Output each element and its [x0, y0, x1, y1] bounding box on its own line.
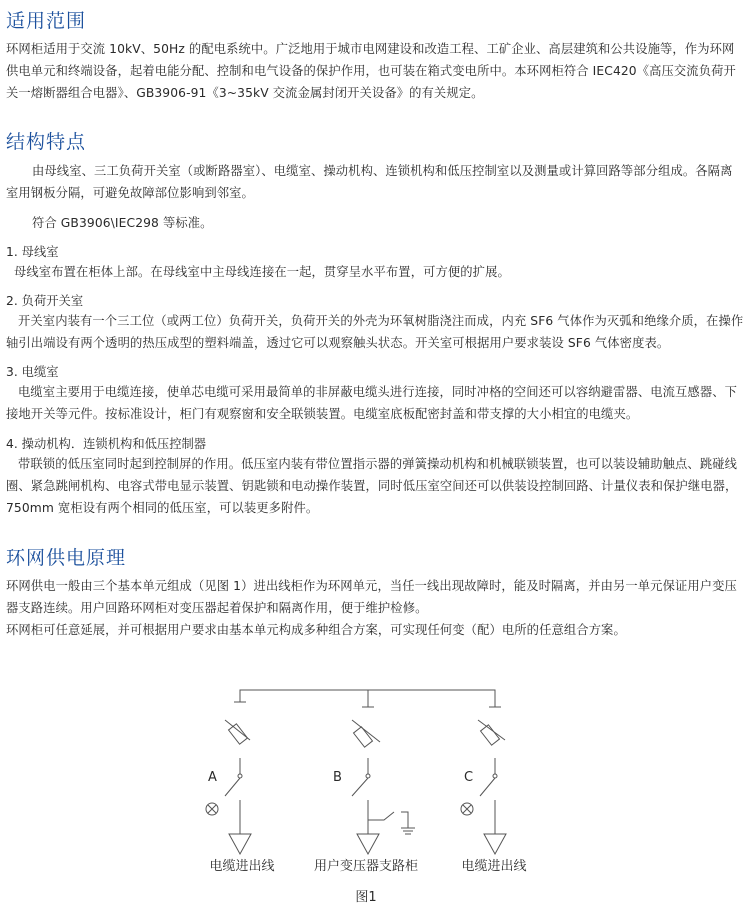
structure-intro: 由母线室、三工负荷开关室（或断路器室）、电缆室、操动机构、连锁机构和低压控制室以及测量或计算回路等部分组成。各隔离室用钢板分隔，可避免故障部位影响到邻室。 [6, 164, 733, 200]
unit-c-letter: C [464, 770, 474, 785]
item-heading-busbar: 1. 母线室 [6, 245, 59, 259]
unit-c-label: 电缆进出线 [461, 859, 527, 874]
unit-a-label: 电缆进出线 [209, 859, 275, 874]
structure-standard: 符合 GB3906\IEC298 等标准。 [32, 216, 213, 230]
principle-paragraph-1: 环网供电一般由三个基本单元组成（见图 1）进出线柜作为环网单元，当任一线出现故障时，能及时隔离，并由另一单元保证用户变压器支路连续。用户回路环网柜对变压器起着保护和隔离作用，便于维护检修。 [6, 579, 737, 615]
item-text-cable-room: 电缆室主要用于电缆连接，使单芯电缆可采用最简单的非屏蔽电缆头进行连接，同时冲格的空间还可以容纳避雷器、电流互感器、下接地开关等元件。按标准设计，柜门有观察窗和安全联锁装置。电缆室底板配密封盖和带支撑的大小相宜的电缆夹。 [6, 385, 738, 421]
section-title-scope: 适用范围 [6, 10, 87, 32]
section-title-principle: 环网供电原理 [6, 547, 127, 569]
section-title-structure: 结构特点 [6, 131, 87, 153]
unit-a-letter: A [208, 770, 217, 785]
scope-paragraph: 环网柜适用于交流 10kV、50Hz 的配电系统中。广泛地用于城市电网建设和改造工程、工矿企业、高层建筑和公共设施等，作为环网供电单元和终端设备，起着电能分配、控制和电气设备的保护作用，也可装在箱式变电所中。本环网柜符合 IEC420《高压交流负荷开关一熔断器组合电器》、GB3906-91《3~35kV 交流金属封闭开关设备》的有关规定。 [6, 42, 736, 100]
unit-b-label: 用户变压器支路柜 [313, 859, 419, 874]
item-text-mechanism: 带联锁的低压室同时起到控制屏的作用。低压室内装有带位置指示器的弹簧操动机构和机械联锁装置，也可以装设辅助触点、跳碰线圈、紧急跳闸机构、电容式带电显示装置、钥匙锁和电动操作装置，同时低压室空间还可以供装设控制回路、计量仪表和保护继电器，750mm 宽柜设有两个相同的低压室，可以装更多附件。 [6, 457, 738, 515]
item-text-busbar: 母线室布置在柜体上部。在母线室中主母线连接在一起，贯穿呈水平布置，可方便的扩展。 [14, 265, 510, 279]
ring-main-unit-diagram [0, 670, 750, 911]
item-heading-load-switch: 2. 负荷开关室 [6, 294, 84, 308]
unit-b-circuit [352, 700, 415, 854]
principle-paragraph-2: 环网柜可任意延展，并可根据用户要求由基本单元构成多种组合方案，可实现任何变（配）电所的任意组合方案。 [6, 623, 626, 637]
item-heading-cable-room: 3. 电缆室 [6, 365, 59, 379]
item-text-load-switch: 开关室内装有一个三工位（或两工位）负荷开关，负荷开关的外壳为环氧树脂浇注而成，内充 SF6 气体作为灭弧和绝缘介质，在操作轴引出端设有两个透明的热压成型的塑料端盖，透过它可以观察触头状态。开关室可根据用户要求装设 SF6 气体密度表。 [6, 314, 744, 350]
unit-b-letter: B [333, 770, 342, 785]
item-heading-mechanism: 4. 操动机构．连锁机构和低压控制器 [6, 437, 207, 451]
figure-caption: 图1 [355, 890, 377, 905]
